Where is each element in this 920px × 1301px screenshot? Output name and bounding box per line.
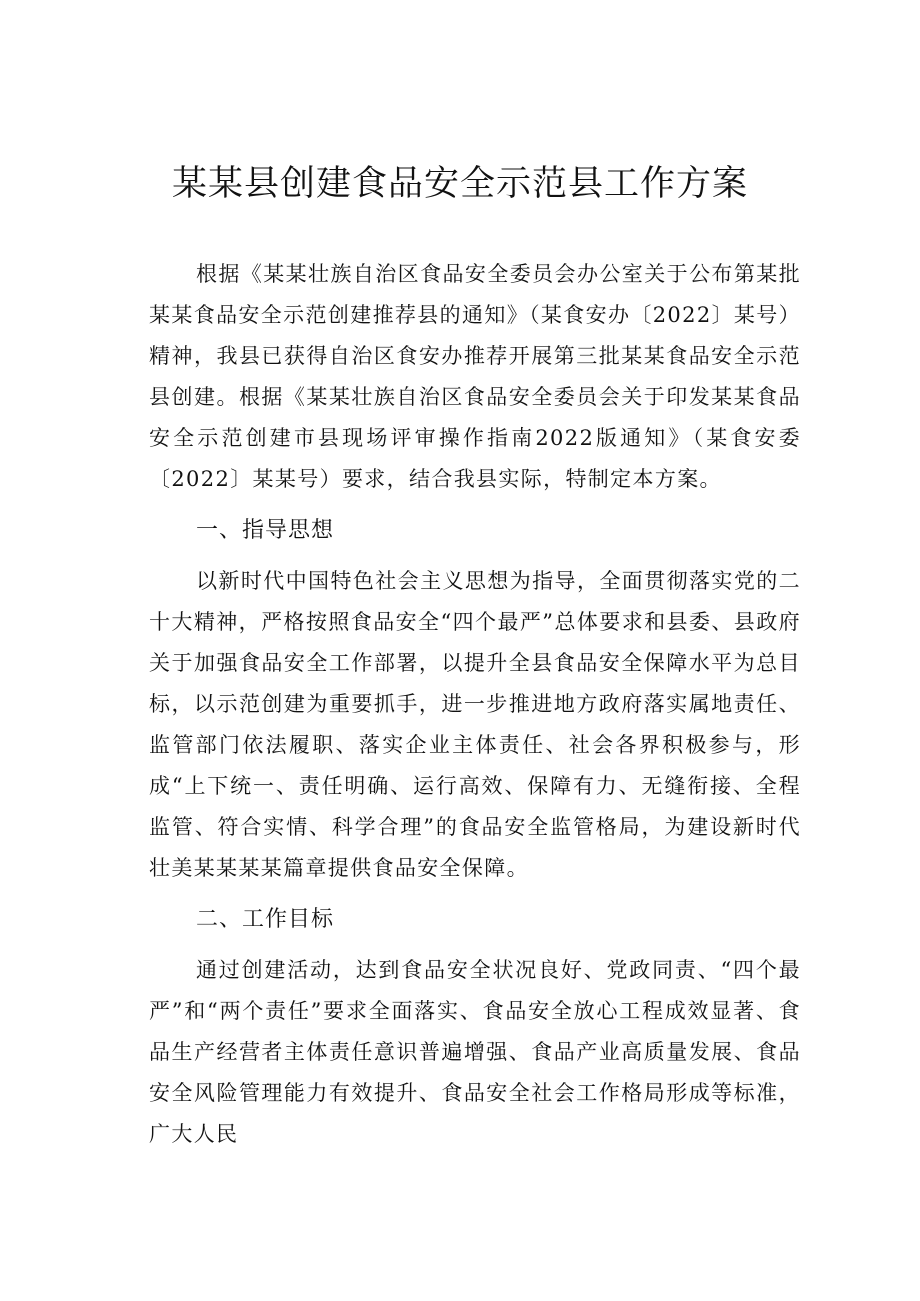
section-paragraph-guiding-ideology: 以新时代中国特色社会主义思想为指导，全面贯彻落实党的二十大精神，严格按照食品安全“四个最严”总体要求和县委、县政府关于加强食品安全工作部署，以提升全县食品安全保障水平为总目标，以示范创建为重要抓手，进一步推进地方政府落实属地责任、监管部门依法履职、落实企业主体责任、社会各界积极参与，形成“上下统一、责任明确、运行高效、保障有力、无缝衔接、全程监管、符合实情、科学合理”的食品安全监管格局，为建设新时代壮美某某某某篇章提供食品安全保障。 <box>149 569 801 880</box>
section-paragraph-work-goals: 通过创建活动，达到食品安全状况良好、党政同责、“四个最严”和“两个责任”要求全面落实、食品安全放心工程成效显著、食品生产经营者主体责任意识普遍增强、食品产业高质量发展、食品安全风险管理能力有效提升、食品安全社会工作格局形成等标准，广大人民 <box>149 958 801 1146</box>
intro-paragraph: 根据《某某壮族自治区食品安全委员会办公室关于公布第某批某某食品安全示范创建推荐县的通知》（某食安办〔2022〕某号）精神，我县已获得自治区食安办推荐开展第三批某某食品安全示范县创建。根据《某某壮族自治区食品安全委员会关于印发某某食品安全示范创建市县现场评审操作指南2022版通知》（某食安委〔2022〕某某号）要求，结合我县实际，特制定本方案。 <box>149 262 801 491</box>
document-title: 某某县创建食品安全示范县工作方案 <box>171 164 748 204</box>
section-heading-guiding-ideology: 一、指导思想 <box>196 518 335 543</box>
section-heading-work-goals: 二、工作目标 <box>196 907 335 932</box>
